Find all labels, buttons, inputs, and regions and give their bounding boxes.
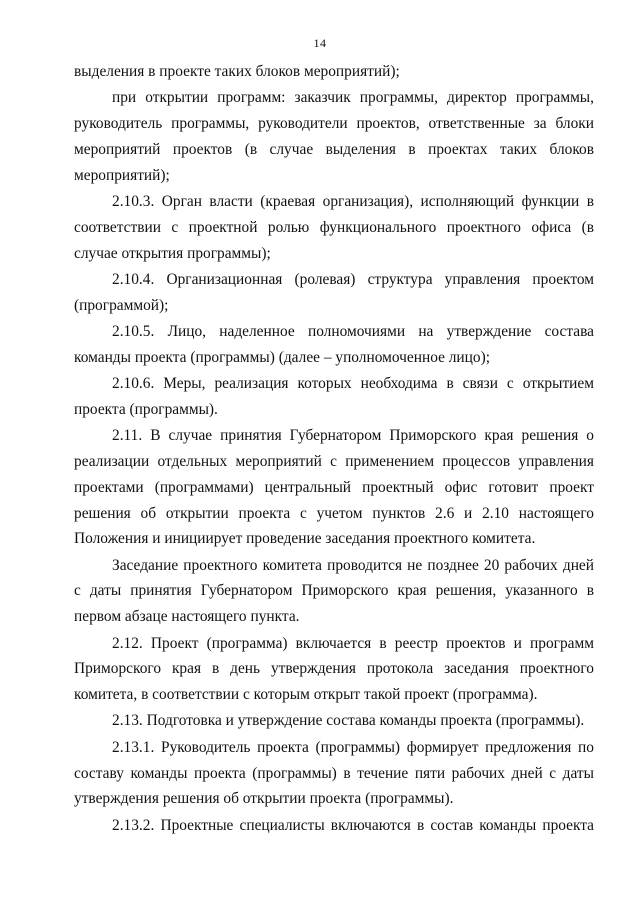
paragraph-2-11: 2.11. В случае принятия Губернатором Приморского края решения о реализации отдельных мероприятий с применением процессов управления проектами (программами) центральный проектный офис готовит проект решения об открытии проекта с учетом пунктов 2.6 и 2.10 настоящего Положения и инициирует проведение заседания проектного комитета.: [74, 427, 594, 548]
document-body: [74, 59, 594, 839]
paragraph-2-12: 2.12. Проект (программа) включается в реестр проектов и программ Приморского края в день утверждения протокола заседания проектного комитета, в соответствии с которым открыт такой проект (программа).: [74, 634, 594, 704]
paragraph-2-10-5: 2.10.5. Лицо, наделенное полномочиями на утверждение состава команды проекта (программы) (далее – уполномоченное лицо);: [74, 322, 594, 366]
paragraph-continuation: выделения в проекте таких блоков мероприятий);: [74, 63, 400, 80]
paragraph-committee-meeting: Заседание проектного комитета проводится не позднее 20 рабочих дней с даты принятия Губернатором Приморского края решения, указанного в первом абзаце настоящего пункта.: [74, 556, 594, 626]
page-number: 14: [313, 36, 327, 50]
paragraph-2-13-1: 2.13.1. Руководитель проекта (программы) формирует предложения по составу команды проекта (программы) в течение пяти рабочих дней с даты утверждения решения об открытии проекта (программы).: [74, 738, 594, 808]
paragraph-2-13: 2.13. Подготовка и утверждение состава команды проекта (программы).: [112, 712, 585, 730]
paragraph-2-10-3: 2.10.3. Орган власти (краевая организация), исполняющий функции в соответствии с проектной ролью функционального проектного офиса (в случае открытия программы);: [74, 192, 594, 262]
paragraph-2-10-4: 2.10.4. Организационная (ролевая) структура управления проектом (программой);: [74, 270, 594, 314]
paragraph-2-13-2: 2.13.2. Проектные специалисты включаются в состав команды проекта: [112, 816, 594, 834]
paragraph-2-10-6: 2.10.6. Меры, реализация которых необходима в связи с открытием проекта (программы).: [74, 375, 594, 418]
paragraph-program-roles: при открытии программ: заказчик программы, директор программы, руководитель программы, руководители проектов, ответственные за блоки мероприятий проектов (в случае выделения в проектах таких блоков мероприятий);: [74, 89, 594, 184]
